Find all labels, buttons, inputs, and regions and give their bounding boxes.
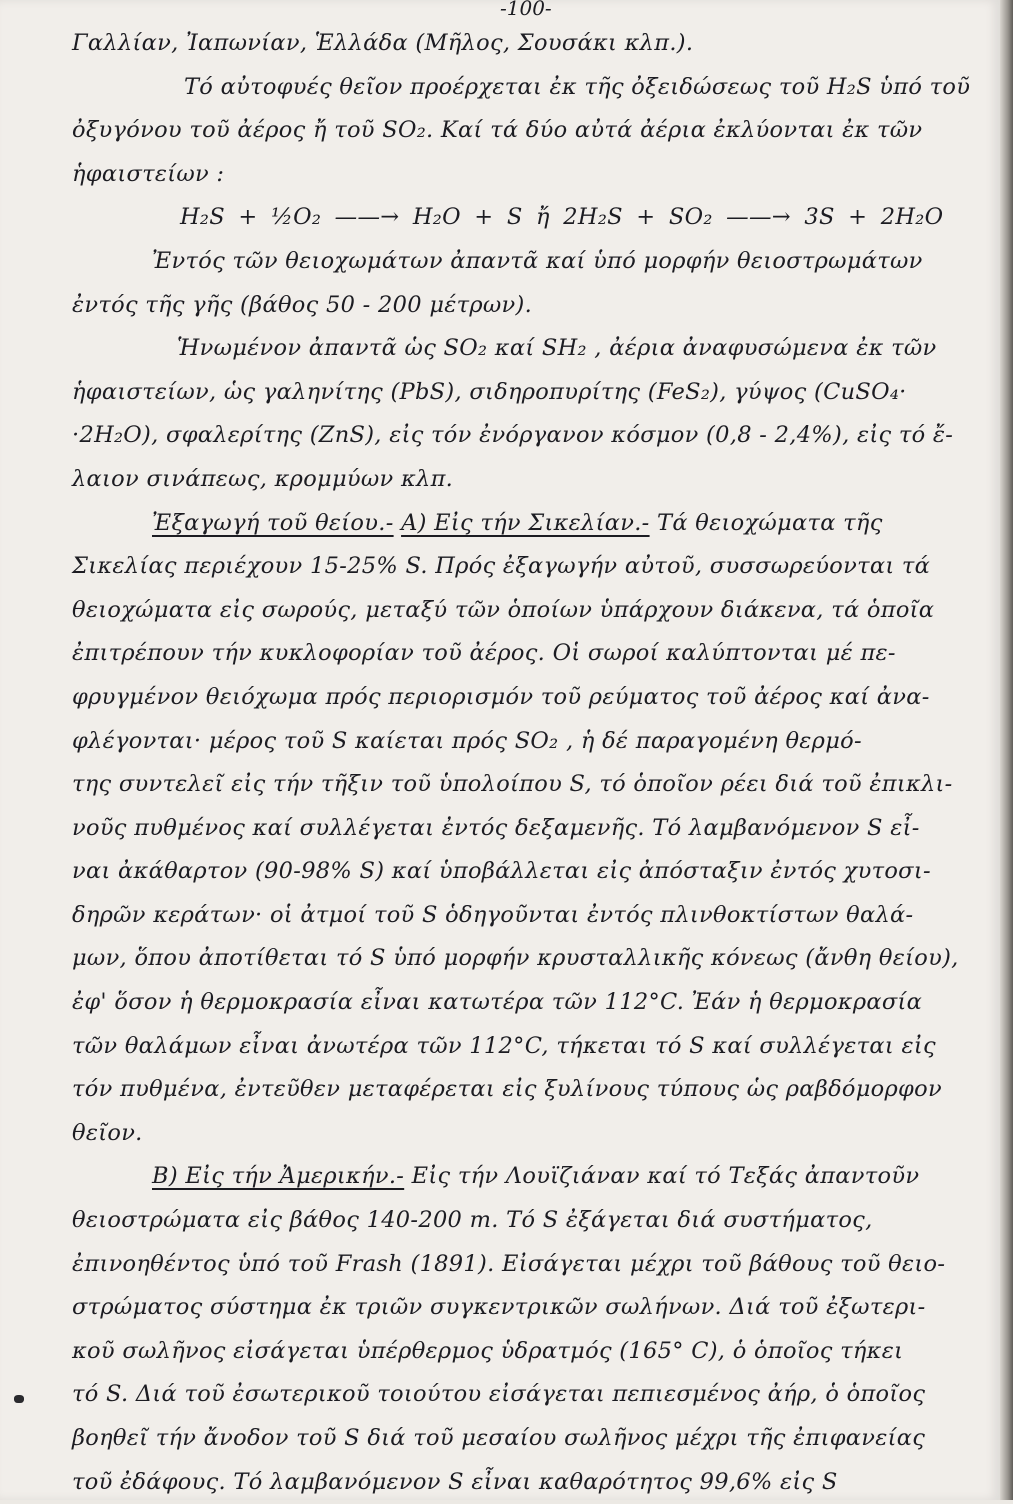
text-line: της συντελεῖ εἰς τήν τῆξιν τοῦ ὑπολοίπου S, τό ὁποῖον ρέει διά τοῦ ἐπικλι- <box>72 771 953 798</box>
text-line: ἐπινοηθέντος ὑπό τοῦ Frash (1891). Εἰσάγεται μέχρι τοῦ βάθους τοῦ θειο- <box>72 1250 946 1277</box>
text-line: δηρῶν κεράτων· οἱ ἀτμοί τοῦ S ὁδηγοῦνται ἐντός πλινθοκτίστων θαλά- <box>72 901 914 928</box>
text-line: τό S. Διά τοῦ ἐσωτερικοῦ τοιούτου εἰσάγεται πεπιεσμένος ἀήρ, ὁ ὁποῖος <box>72 1381 926 1408</box>
text-line: ναι ἀκάθαρτον (90-98% S) καί ὑποβάλλεται εἰς ἀπόσταξιν ἐντός χυτοσι- <box>72 858 931 885</box>
handwritten-text <box>72 22 987 1504</box>
extraction-title: Ἐξαγωγή τοῦ θείου.- <box>152 509 394 536</box>
text-line: Τό αὐτοφυές θεῖον προέρχεται ἐκ τῆς ὀξειδώσεως τοῦ H₂S ὑπό τοῦ <box>184 73 971 100</box>
text-line: θειοστρώματα εἰς βάθος 140-200 m. Τό S ἐξάγεται διά συστήματος, <box>72 1207 873 1234</box>
chemical-equation: H₂S + ½O₂ ——→ H₂O + S ἤ 2H₂S + SO₂ ——→ 3S + 2H₂O <box>180 204 944 231</box>
text-line: φλέγονται· μέρος τοῦ S καίεται πρός SO₂ , ἡ δέ παραγομένη θερμό- <box>72 727 862 754</box>
page-number: -100- <box>500 0 552 20</box>
text-line: στρώματος σύστημα ἐκ τριῶν συγκεντρικῶν σωλήνων. Διά τοῦ ἐξωτερι- <box>72 1294 926 1321</box>
section-heading-line <box>72 1155 987 1199</box>
text-line: βοηθεῖ τήν ἄνοδον τοῦ S διά τοῦ μεσαίου σωλῆνος μέχρι τῆς ἐπιφανείας <box>72 1425 926 1451</box>
sicily-heading-rest: Τά θειοχώματα τῆς <box>657 509 883 536</box>
text-line: θεῖον. <box>72 1119 143 1146</box>
text-line: μων, ὅπου ἀποτίθεται τό S ὑπό μορφήν κρυσταλλικῆς κόνεως (ἄνθη θείου), <box>72 945 959 972</box>
text-line: Σικελίας περιέχουν 15-25% S. Πρός ἐξαγωγήν αὐτοῦ, συσσωρεύονται τά <box>72 553 931 580</box>
sicily-heading: Α) Εἰς τήν Σικελίαν.- <box>401 509 650 536</box>
text-line: Ἡνωμένον ἀπαντᾶ ὡς SO₂ καί SH₂ , ἀέρια ἀναφυσώμενα ἐκ τῶν <box>177 335 937 362</box>
text-line: κοῦ σωλῆνος εἰσάγεται ὑπέρθερμος ὑδρατμός (165° C), ὁ ὁποῖος τήκει <box>72 1337 904 1364</box>
america-heading: Β) Εἰς τήν Ἀμερικήν.- <box>152 1163 405 1190</box>
text-line: θειοχώματα εἰς σωρούς, μεταξύ τῶν ὁποίων ὑπάρχουν διάκενα, τά ὁποῖα <box>72 596 935 623</box>
text-line: Γαλλίαν, Ἰαπωνίαν, Ἑλλάδα (Μῆλος, Σουσάκι κλπ.). <box>72 30 694 56</box>
ink-blot-icon <box>14 1395 24 1403</box>
text-line: ·2H₂O), σφαλερίτης (ZnS), εἰς τόν ἐνόργανον κόσμον (0,8 - 2,4%), εἰς τό ἔ- <box>72 422 954 449</box>
text-line: νοῦς πυθμένος καί συλλέγεται ἐντός δεξαμενῆς. Τό λαμβανόμενον S εἶ- <box>72 814 920 841</box>
text-line: ἡφαιστείων, ὡς γαληνίτης (PbS), σιδηροπυρίτης (FeS₂), γύψος (CuSO₄· <box>72 378 907 405</box>
text-line: ἐφ' ὅσον ἡ θερμοκρασία εἶναι κατωτέρα τῶν 112°C. Ἐάν ἡ θερμοκρασία <box>72 989 923 1016</box>
text-line: ὀξυγόνου τοῦ ἀέρος ἤ τοῦ SO₂. Καί τά δύο αὐτά ἀέρια ἐκλύονται ἐκ τῶν <box>72 117 923 144</box>
text-line: ἡφαιστείων : <box>72 160 225 187</box>
page-edge-shadow <box>1000 0 1013 1500</box>
text-line: λαιον σινάπεως, κρομμύων κλπ. <box>72 465 454 492</box>
text-line: τοῦ ἐδάφους. Τό λαμβανόμενον S εἶναι καθαρότητος 99,6% εἰς S <box>72 1468 838 1495</box>
text-line: ἐπιτρέπουν τήν κυκλοφορίαν τοῦ ἀέρος. Οἱ σωροί καλύπτονται μέ πε- <box>72 640 896 667</box>
text-line: Ἐντός τῶν θειοχωμάτων ἀπαντᾶ καί ὑπό μορφήν θειοστρωμάτων <box>152 247 923 274</box>
america-heading-rest: Εἰς τήν Λουϊζιάναν καί τό Τεξάς ἀπαντοῦν <box>411 1163 920 1190</box>
text-line: φρυγμένον θειόχωμα πρός περιορισμόν τοῦ ρεύματος τοῦ ἀέρος καί ἀνα- <box>72 683 930 710</box>
section-heading-line <box>72 502 987 546</box>
text-line: τόν πυθμένα, ἐντεῦθεν μεταφέρεται εἰς ξυλίνους τύπους ὡς ραβδόμορφον <box>72 1076 942 1103</box>
text-line: τῶν θαλάμων εἶναι ἀνωτέρα τῶν 112°C, τήκεται τό S καί συλλέγεται εἰς <box>72 1032 936 1059</box>
text-line: ἐντός τῆς γῆς (βάθος 50 - 200 μέτρων). <box>72 291 533 318</box>
